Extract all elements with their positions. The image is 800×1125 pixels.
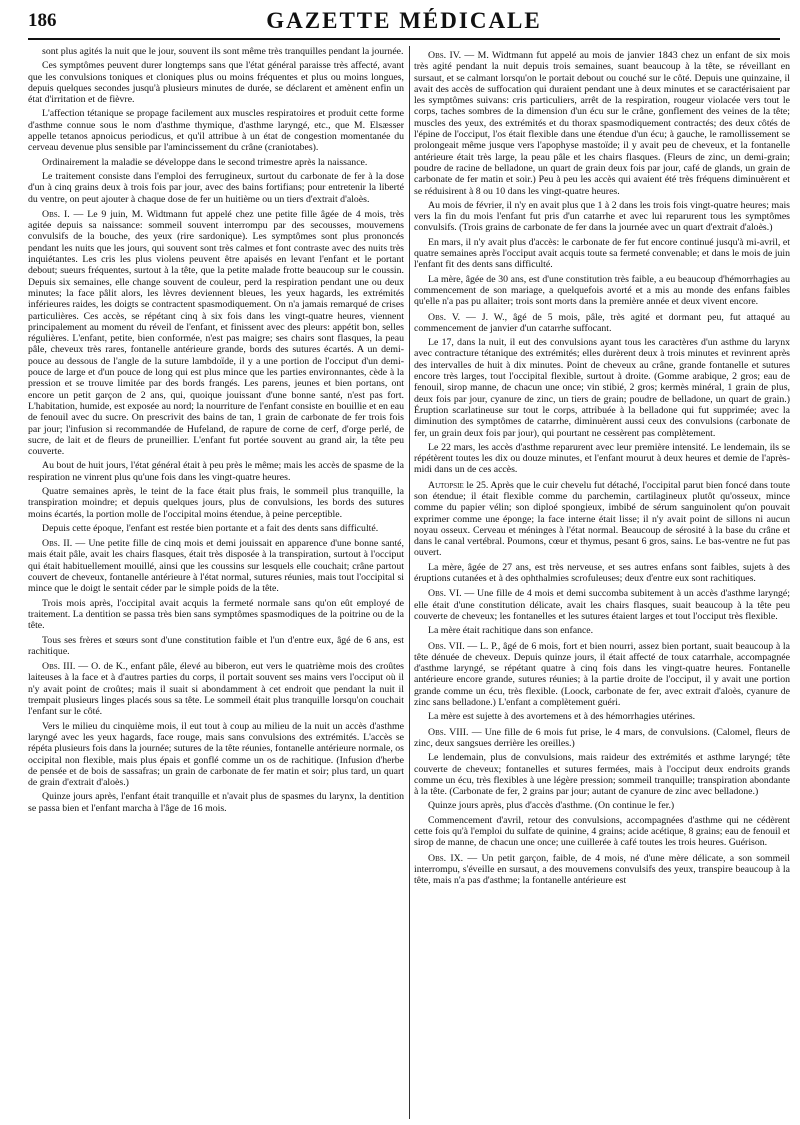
paragraph	[414, 562, 790, 585]
paragraph	[414, 337, 790, 439]
page-header	[28, 8, 780, 40]
paragraph-text: — Le 9 juin, M. Widtmann fut appelé chez une petite fille âgée de 4 mois, très agitée depuis sa naissance: sommeil souvent interrompu par des secousses, mouvemens convulsifs de la bouche, des yeux (rire sardonique). Les symptômes sont plus prononcés pendant les nuits que les jours, qui souvent sont très calmes et font contraste avec des nuits très inquiétantes. Les cris les plus violens peuvent être apaisés en levant l'enfant et le portant debout; sueurs fréquentes, surtout à la tête, que la petite malade frotte beaucoup sur le coussin. Depuis six semaines, elle change souvent de couleur, perd la respiration pendant une ou deux minutes; la face pâlit alors, les lèvres deviennent bleues, les yeux hagards, les extrémités inférieures raides, les doigts se contractent spasmodiquement. On n'a jamais remarqué de crises particulières. Ces accès, se répétant cinq à six fois dans les vingt-quatre heures, viennent principalement au moment du réveil de l'enfant, et finissent avec des pleurs: appétit bon, selles régulières. L'enfant, petite, bien conformée, n'est pas maigre; ses chairs sont flasques, la peau pâle, cheveux très rares, fontanelle antérieure grande, bords des sutures écartés. A un demi-pouce au dessous de l'angle de la suture lambdoïde, il y a une portion de l'occiput d'un demi-pouce de large et d'un pouce de long qui est plus mince que les parties environnantes, cède à la pression et se trouve limitée par des bords frangés. Les parens, jeunes et bien portans, ont encore un petit garçon de 2 ans, qui, quoique jouissant d'une bonne santé, n'est pas fort. L'habitation, humide, est exposée au nord; la nourriture de l'enfant consiste en bouillie et en eau de fenouil avec du sucre. On prescrivit des bains de tan, 1 grain de carbonate de fer trois fois par jour; l'infusion si recommandée de Hufeland, de rapure de corne de cerf, d'orge perlé, de sucre, de lait et de fleurs de pruneillier. L'enfant fut portée souvent au grand air, la tête peu couverte.	[28, 208, 404, 458]
paragraph	[28, 791, 404, 814]
paragraph-text: Trois mois après, l'occipital avait acquis la fermeté normale sans qu'on eût employé de traitement. La dentition se passa très bien sans symptômes spasmodiques de la poitrine ou de la tête.	[28, 597, 404, 632]
case-label: Obs. V.	[428, 311, 461, 323]
paragraph-text: — O. de K., enfant pâle, élevé au biberon, eut vers le quatrième mois des croûtes laiteuses à la face et à d'autres parties du corps, il portait souvent ses mains vers l'occiput où il n'y avait point de croûtes; mais il suait si abondamment à cet endroit que pendant la nuit il trempait plusieurs linges placés sous sa tête. Le sommeil était plus tranquille lorsqu'on couchait l'enfant sur le côté.	[28, 661, 404, 718]
paragraph	[28, 635, 404, 658]
paragraph-text: le 25. Après que le cuir chevelu fut détaché, l'occipital parut bien foncé dans toute son étendue; il était flexible comme du parchemin, cartilagineux plutôt qu'osseux, mince comme du papier vélin; son diploé spongieux, imbibé de sérum sanguinolent qu'on pouvait exprimer comme une éponge; la face interne était lisse; il n'y avait point de sillons ni aucun noyau osseux. Cerveau et méninges à l'état normal. Beaucoup de sérosité à la base du crâne et dans le canal vertébral. Poumons, cœur et thymus, pesant 6 gros, sains. Le bas-ventre ne fut pas ouvert.	[414, 479, 790, 559]
case-label: Obs. IX.	[428, 852, 464, 864]
paragraph-text: Ordinairement la maladie se développe dans le second trimestre après la naissance.	[42, 156, 368, 168]
paragraph-text: Au bout de huit jours, l'état général était à peu près le même; mais les accès de spasme de la respiration ne vinrent plus qu'une fois dans les vingt-quatre heures.	[28, 460, 404, 483]
paragraph	[414, 442, 790, 476]
paragraph-text: Tous ses frères et sœurs sont d'une constitution faible et l'un d'entre eux, âgé de 6 ans, est rachitique.	[28, 634, 404, 657]
paragraph-text: Quinze jours après, l'enfant était tranquille et n'avait plus de spasmes du larynx, la dentition se passa bien et l'enfant marcha à l'âge de 16 mois.	[28, 791, 404, 814]
paragraph-text: — L. P., âgé de 6 mois, fort et bien nourri, assez bien portant, suait beaucoup à la tête dénuée de cheveux. Depuis quinze jours, il était affecté de toux catarrhale, accompagnée d'asthme laryngé, se répétant quatre à cinq fois dans les vingt-quatre heures. Fontanelle antérieure encore grande, sutures réunies; à la partie droite de l'occiput, il y avait une portion grande comme un écu, très flexible. (Loock, carbonate de fer, avec extrait d'aloès, cyanure de zinc sans belladone.) L'enfant a complètement guéri.	[414, 640, 790, 709]
column-divider	[409, 46, 410, 1119]
paragraph-text: — Une fille de 6 mois fut prise, le 4 mars, de convulsions. (Calomel, fleurs de zinc, deux sangsues derrière les oreilles.)	[414, 726, 790, 749]
case-label: Autopsie	[428, 479, 464, 491]
paragraph	[28, 538, 404, 594]
paragraph-text: En mars, il n'y avait plus d'accès: le carbonate de fer fut encore continué jusqu'à mi-avril, et quatre semaines après l'occiput avait acquis toute sa fermeté convenable; et dans le mois de juin l'enfant fit des dents sans difficulté.	[414, 236, 790, 271]
paragraph	[28, 171, 404, 205]
paragraph	[28, 523, 404, 534]
paragraph-text: La mère, âgée de 27 ans, est très nerveuse, et ses autres enfans sont faibles, sujets à des éruptions cutanées et à des ophthalmies scrofuleuses; deux d'entre eux sont rachitiques.	[414, 561, 790, 585]
paragraph-text: — Une fille de 4 mois et demi succomba subitement à un accès d'asthme laryngé; elle était d'une constitution délicate, avait les chairs flasques, suait beaucoup à la tête peu couverte de cheveux; les fontanelles et les sutures étaient larges et tout l'occiput très flexible.	[414, 588, 790, 622]
paragraph-text: La mère est sujette à des avortemens et à des hémorrhagies utérines.	[428, 711, 696, 723]
paragraph-text: Au mois de février, il n'y en avait plus que 1 à 2 dans les trois fois vingt-quatre heures; mais vers la fin du mois l'enfant fut pris d'un catarrhe et avec lui reparurent tous les symptômes convulsifs. (Trois grains de carbonate de fer dans la journée avec un quart d'extrait d'aloès.)	[414, 199, 790, 234]
paragraph-text: — M. Widtmann fut appelé au mois de janvier 1843 chez un enfant de six mois très agité pendant la nuit depuis trois semaines, suant beaucoup à la tête, se réveillant en sursaut, et se calmant lorsqu'on le portait debout ou couché sur le côté. Depuis une quinzaine, il avait des accès de suffocation qui duraient pendant une à deux minutes et se caractérisaient par les symptômes suivans: cris particuliers, arrêt de la respiration, rougeur violacée vers tout le corps, taches sombres de la dimension d'un écu sur le crâne, gonflement des veines de la tête; muscles des yeux, des extrémités et du thorax spasmodiquement contractés; des deux côtés de l'épine de l'occiput, l'os était flexible dans une étendue d'un écu; à gauche, le ramollissement se prolongeait même jusque vers l'apophyse mastoïde; il y avait peu de cheveux, et la fontanelle antérieure était très large, la peau pâle et les chairs flasques. (Fleurs de zinc, un demi-grain; poudre de racine de belladone, un quart de grain deux fois par jour, café de glands, un grain de carbonate de fer matin et soir.) Peu à peu les accès qui avaient été très fréquens diminuèrent et se réduisirent à 8 ou 10 dans les vingt-quatre heures.	[414, 50, 790, 197]
paragraph-text: Depuis cette époque, l'enfant est restée bien portante et a fait des dents sans difficulté.	[42, 522, 379, 534]
paragraph	[414, 711, 790, 722]
paragraph	[414, 815, 790, 849]
article-body	[28, 46, 790, 1119]
paragraph	[414, 625, 790, 636]
paragraph-text: — Une petite fille de cinq mois et demi jouissait en apparence d'une bonne santé, mais était pâle, avait les chairs flasques, était très disposée à la transpiration, surtout à l'occiput qui était habituellement mouillé, ainsi que les coussins sur lesquels elle couchait; crâne partout couvert de cheveux, fontanelle antérieure à l'état normal, sutures réunies, mais tout l'occipital si mince que le doigt le sentait céder par le simple poids de la tête.	[28, 538, 404, 595]
paragraph-text: Le traitement consiste dans l'emploi des ferrugineux, surtout du carbonate de fer à la dose d'un à cinq grains deux à trois fois par jour, avec des bains fortifians; pour entretenir la liberté du ventre, on peut ajouter à chaque dose de fer un huitième ou un tiers d'extrait d'aloès.	[28, 170, 404, 205]
paragraph	[414, 752, 790, 797]
paragraph-text: Vers le milieu du cinquième mois, il eut tout à coup au milieu de la nuit un accès d'asthme laryngé avec les yeux hagards, face rouge, mais sans convulsions des extrémités. L'accès se répéta plusieurs fois dans la journée; sutures de la tête réunies, fontanelle antérieure normale, os occipital non flexible, mais plus épais et gonflé comme un os de rachitique. (Infusion d'herbe de pensée et de bois de sassafras; un grain de carbonate de fer matin et soir; plus tard, un quart de grain d'extrait d'aloès.)	[28, 720, 404, 789]
case-label: Obs. VII.	[428, 640, 465, 652]
paragraph-text: Ces symptômes peuvent durer longtemps sans que l'état général paraisse très affecté, avant que les convulsions toniques et cloniques plus ou moins fréquentes et plus ou moins longues, depuis quelques secondes jusqu'à plusieurs minutes de durée, se déclarent et amènent enfin un état d'irritation et de fièvre.	[28, 60, 404, 106]
paragraph	[414, 800, 790, 811]
paragraph	[414, 588, 790, 622]
paragraph	[28, 486, 404, 520]
paragraph	[28, 157, 404, 168]
case-label: Obs. I.	[42, 208, 70, 220]
paragraph	[414, 274, 790, 308]
paragraph-text: Quinze jours après, plus d'accès d'asthme. (On continue le fer.)	[428, 800, 675, 812]
paragraph	[28, 209, 404, 458]
paragraph-text: L'affection tétanique se propage facilement aux muscles respiratoires et produit cette forme d'asthme connue sous le nom d'asthme thymique, d'asthme laryngé, etc., que M. Elsæsser appelle tetanos apnoicus periodicus, et qu'il attribue à un état de congestion momentanée du cerveau devenue plus sensible par l'amincissement du crâne (craniotabes).	[28, 108, 404, 154]
paragraph	[414, 853, 790, 887]
page-number: 186	[28, 10, 57, 31]
paragraph	[414, 641, 790, 709]
paragraph-text: Quatre semaines après, le teint de la face était plus frais, le sommeil plus tranquille, la transpiration moindre; et depuis quelques jours, plus de convulsions, les bords des sutures moins écartés, la portion molle de l'occipital moins étendue, à peine perceptible.	[28, 485, 404, 520]
case-label: Obs. III.	[42, 661, 76, 673]
paragraph-text: La mère était rachitique dans son enfance.	[428, 625, 594, 637]
paragraph-text: Commencement d'avril, retour des convulsions, accompagnées d'asthme qui ne cédèrent cette fois qu'à l'emploi du sulfate de quinine, 4 grains; acide acétique, 8 grains; eau de fenouil et sirop de manne, de chacun une once; une cuillerée à café toutes les trois heures. Guérison.	[414, 814, 790, 849]
paragraph-text: — J. W., âgé de 5 mois, pâle, très agité et dormant peu, fut attaqué au commencement de janvier d'un catarrhe suffocant.	[414, 311, 790, 334]
paragraph	[28, 598, 404, 632]
case-label: Obs. IV.	[428, 50, 462, 61]
paragraph	[28, 721, 404, 789]
paragraph	[28, 60, 404, 105]
paragraph	[28, 460, 404, 483]
paragraph	[28, 46, 404, 57]
paragraph-text: Le 17, dans la nuit, il eut des convulsions ayant tous les caractères d'un asthme du larynx avec contracture tétanique des extrémités; elles durèrent deux à trois minutes et revinrent après des intervalles de huit à dix minutes. Point de cheveux au crâne, grande fontanelle et sutures encore très larges, tout l'occipital flexible, surtout à droite. (Gomme arabique, 2 gros; eau de fenouil, sirop manne, de chacun une once; vin stibié, 2 gros; kermès minéral, 1 grain de plus, deux fois par jour, cyanure de zinc, un tiers de grain; poudre de belladone, un quart de grain.) Éruption scarlatineuse sur tout le corps, attribuée à la belladone qui fut supprimée; avec la diminution des symptômes de catarrhe, diminuèrent aussi ceux des convulsions (carbonate de fer, un grain deux fois par jour), qui pourtant ne cessèrent pas complètement.	[414, 337, 790, 439]
paragraph	[414, 50, 790, 197]
paragraph	[28, 108, 404, 153]
paragraph-text: Le 22 mars, les accès d'asthme reparurent avec leur première intensité. Le lendemain, ils se répétèrent toutes les dix ou douze minutes, et l'enfant mourut à deux heures et demie de l'après-midi dans un de ces accès.	[414, 441, 790, 476]
paragraph	[414, 727, 790, 750]
case-label: Obs. II.	[42, 538, 73, 550]
case-label: Obs. VIII.	[428, 726, 469, 738]
paragraph	[414, 237, 790, 271]
paragraph	[414, 312, 790, 335]
case-label: Obs. VI.	[428, 588, 462, 600]
left-column	[28, 46, 404, 1119]
paragraph	[414, 480, 790, 559]
paragraph-text: sont plus agités la nuit que le jour, souvent ils sont même très tranquilles pendant la journée.	[42, 46, 404, 57]
paragraph	[414, 200, 790, 234]
paragraph-text: — Un petit garçon, faible, de 4 mois, né d'une mère délicate, a son sommeil interrompu, s'éveille en sursaut, a des mouvemens convulsifs des yeux, transpire beaucoup à la tête, mais n'a pas d'asthme; la fontanelle antérieure est	[414, 852, 790, 887]
paragraph-text: Le lendemain, plus de convulsions, mais raideur des extrémités et asthme laryngé; tête couverte de cheveux; fontanelles et sutures fermées, mais à l'occiput deux endroits grands comme un écu, très flexibles à une légère pression; sommeil tranquille; transpiration abondante à la tête. (Carbonate de fer, 2 grains par jour; autant de cyanure de zinc avec belladone.)	[414, 752, 790, 798]
paragraph	[28, 661, 404, 717]
paragraph-text: La mère, âgée de 30 ans, est d'une constitution très faible, a eu beaucoup d'hémorrhagies au commencement de son mariage, a quelquefois avorté et a mis au monde des enfans faibles qu'elle n'a pas pu allaiter; trois sont morts dans la première année et deux vivent encore.	[414, 273, 790, 308]
journal-title: GAZETTE MÉDICALE	[266, 8, 542, 33]
right-column	[414, 46, 790, 1119]
